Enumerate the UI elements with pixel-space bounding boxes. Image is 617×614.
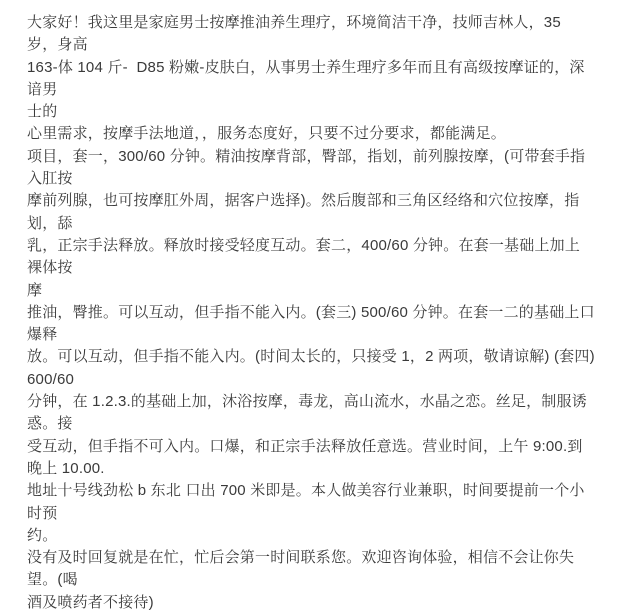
text-line: 大家好！我这里是家庭男士按摩推油养生理疗，环境简洁干净，技师吉林人，35 岁，身高 xyxy=(27,14,566,54)
text-line: 163-体 104 斤- D85 粉嫩-皮肤白，从事男士养生理疗多年而且有高级按摩证的，深谙男 xyxy=(27,58,585,98)
text-line: 心里需求，按摩手法地道，，服务态度好，只要不过分要求，都能满足。 xyxy=(27,125,506,143)
text-line: 推油，臀推。可以互动，但手指不能入内。(套三) 500/60 分钟。在套一二的基础上口爆释 xyxy=(27,303,595,344)
text-line: 没有及时回复就是在忙，忙后会第一时间联系您。欢迎咨询体验，相信不会让你失望。(喝 xyxy=(27,549,575,589)
text-line: 士的 xyxy=(27,103,58,121)
text-line: 受互动，但手指不可入内。口爆，和正宗手法释放任意选。营业时间，上午 9:00.到晚上 10.00. xyxy=(27,437,583,477)
text-line: 地址十号线劲松 b 东北 口出 700 米即是。本人做美容行业兼职，时间要提前一个小时预 xyxy=(27,482,585,522)
text-line: 酒及喷药者不接待) xyxy=(27,593,154,611)
text-line: 项目，套一，300/60 分钟。精油按摩背部，臀部，指划，前列腺按摩，(可带套手指入肛按 xyxy=(27,147,586,188)
text-line: 分钟，在 1.2.3.的基础上加，沐浴按摩，毒龙，高山流水，水晶之恋。丝足，制服诱惑。接 xyxy=(27,393,587,433)
text-line: 摩 xyxy=(27,281,43,299)
text-line: 摩前列腺，也可按摩肛外周，据客户选择)。然后腹部和三角区经络和穴位按摩，指划，舔 xyxy=(27,192,580,232)
text-line: 约。 xyxy=(27,526,58,544)
text-line: 放。可以互动，但手指不能入内。(时间太长的，只接受 1，2 两项，敬请谅解) (套四) 600/60 xyxy=(27,348,600,388)
text-line: 乳，正宗手法释放。释放时接受轻度互动。套二，400/60 分钟。在套一基础上加上裸体按 xyxy=(27,236,581,277)
